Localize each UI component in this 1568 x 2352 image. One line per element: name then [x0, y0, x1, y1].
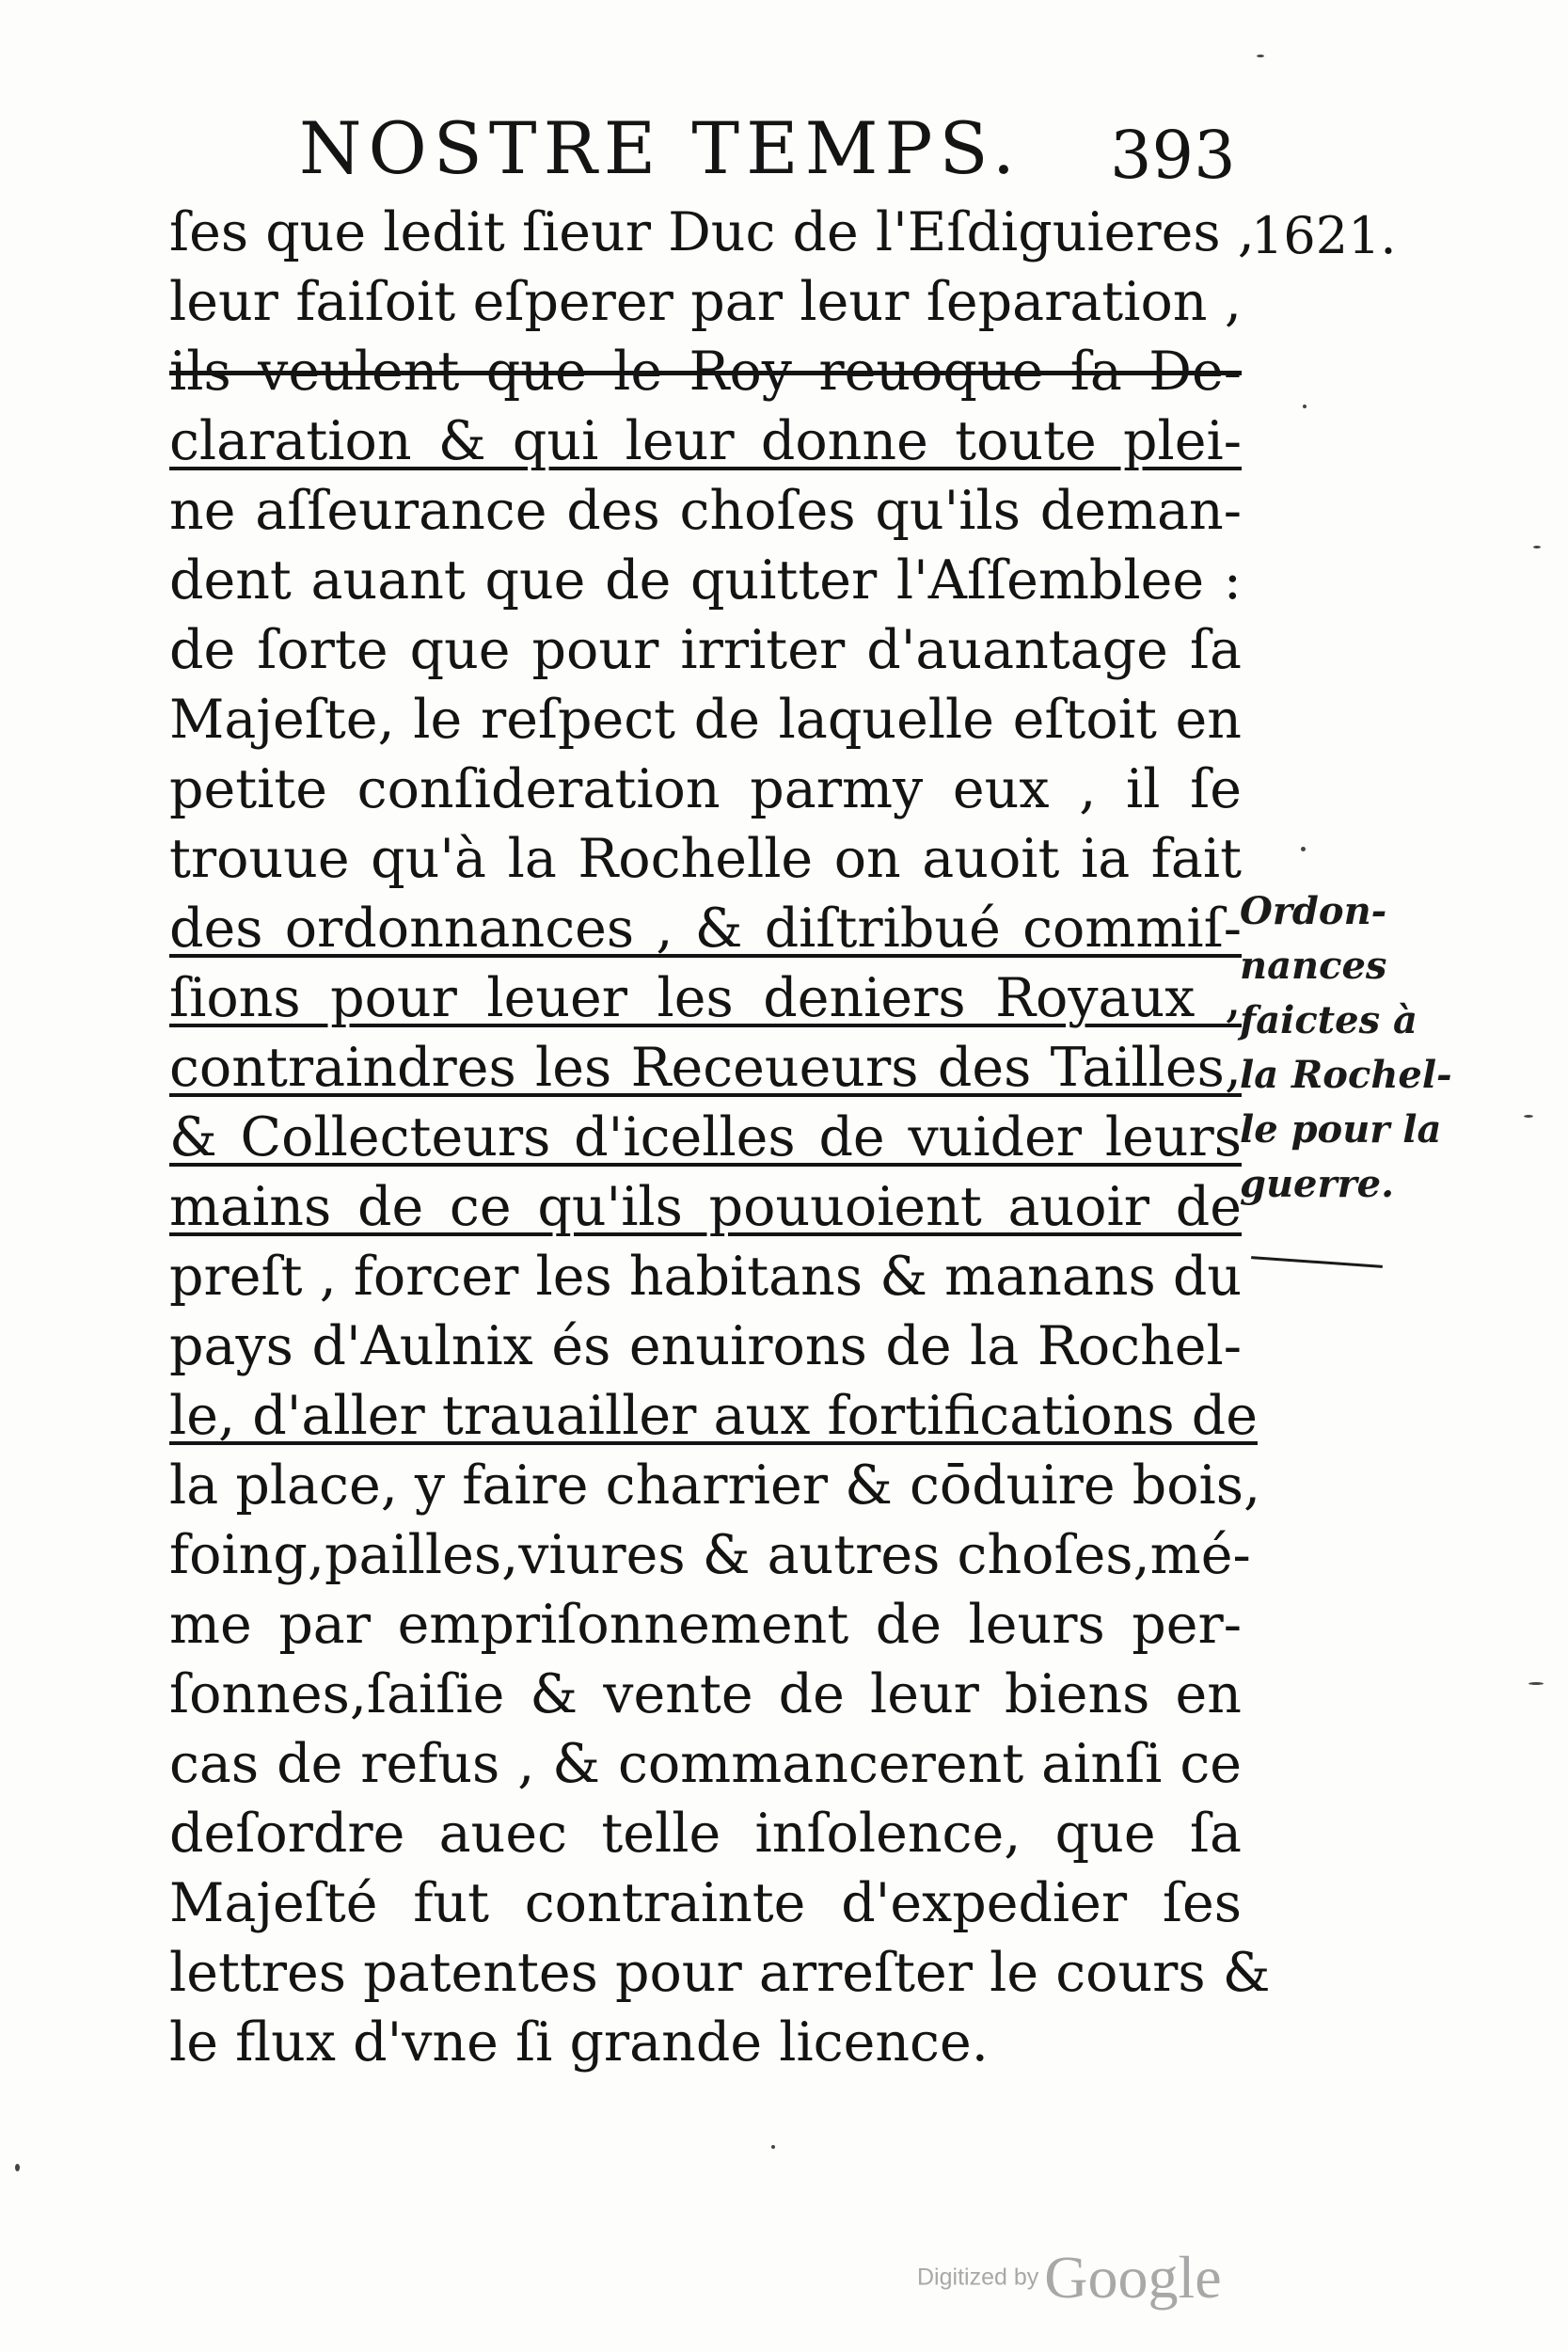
text-line: deſordre auec telle inſolence, que ſa	[169, 1803, 1242, 1865]
paper-speck	[1528, 1682, 1544, 1685]
paper-speck	[1301, 847, 1306, 851]
text-line: le flux d'vne ſi grande licence.	[169, 2011, 989, 2074]
text-line: trouue qu'à la Rochelle on auoit ia fait	[169, 828, 1242, 890]
margin-note-line: la Rochel-	[1240, 1053, 1452, 1097]
text-line: contraindres les Receueurs des Tailles,	[169, 1037, 1242, 1099]
text-line: me par empriſonnement de leurs per-	[169, 1594, 1242, 1656]
text-line: petite conſideration parmy eux , il ſe	[169, 758, 1242, 820]
text-line: Majeſte, le reſpect de laquelle eſtoit en	[169, 689, 1242, 751]
text-line: Majeſté fut contrainte d'expedier ſes	[169, 1872, 1242, 1934]
text-line: cas de refus , & commancerent ainſi ce	[169, 1733, 1242, 1795]
running-title: NOSTRE TEMPS.	[299, 106, 1022, 190]
text-line: des ordonnances , & diſtribué commiſ-	[169, 898, 1242, 960]
paper-speck	[771, 2145, 775, 2149]
margin-note-line: nances	[1240, 944, 1387, 988]
text-line: ſonnes,ſaiſie & vente de leur biens en	[169, 1663, 1242, 1725]
text-line: ils veulent que le Roy reuoque ſa De-	[169, 341, 1242, 403]
text-line: ſes que ledit ſieur Duc de l'Eſdiguieres ,	[169, 201, 1255, 263]
text-line: dent auant que de quitter l'Aſſemblee :	[169, 549, 1242, 612]
text-line: lettres patentes pour arreſter le cours &	[169, 1942, 1271, 2004]
watermark-brand: Google	[1044, 2244, 1222, 2311]
text-line: de ſorte que pour irriter d'auantage ſa	[169, 619, 1242, 681]
text-line: foing,pailles,viures & autres choſes,mé-	[169, 1524, 1251, 1586]
text-line: pays d'Aulnix és enuirons de la Rochel-	[169, 1315, 1242, 1377]
text-line: le, d'aller trauailler aux fortifications de	[169, 1385, 1258, 1447]
margin-note-line: Ordon-	[1240, 889, 1387, 933]
margin-note-line: guerre.	[1240, 1162, 1395, 1206]
text-line: preſt , forcer les habitans & manans du	[169, 1246, 1243, 1308]
watermark-digitized-text: Digitized by	[917, 2264, 1039, 2291]
text-line: leur faiſoit eſperer par leur ſeparation ,	[169, 271, 1242, 333]
paper-speck	[1524, 1115, 1533, 1118]
paper-speck	[1303, 405, 1307, 408]
handwritten-margin-note	[1240, 884, 1465, 1212]
page-number: 393	[1110, 117, 1236, 194]
margin-note-line: faictes à	[1240, 998, 1418, 1042]
margin-note-line: le pour la	[1240, 1107, 1442, 1152]
margin-note-underline	[1251, 1256, 1383, 1268]
text-line: & Collecteurs d'icelles de vuider leurs	[169, 1106, 1242, 1168]
google-watermark	[917, 2243, 1222, 2312]
paper-speck	[1257, 55, 1264, 57]
body-text	[169, 198, 1271, 2077]
text-line: mains de ce qu'ils pouuoient auoir de	[169, 1176, 1242, 1238]
text-line: claration & qui leur donne toute plei-	[169, 410, 1242, 472]
paper-speck	[15, 2164, 20, 2171]
year-marginal: 1621.	[1251, 206, 1397, 265]
text-line: la place, y faire charrier & cōduire bois,	[169, 1454, 1261, 1517]
text-line: ſions pour leuer les deniers Royaux ,	[169, 967, 1242, 1029]
text-line: ne aſſeurance des choſes qu'ils deman-	[169, 480, 1242, 542]
paper-speck	[1533, 546, 1541, 548]
